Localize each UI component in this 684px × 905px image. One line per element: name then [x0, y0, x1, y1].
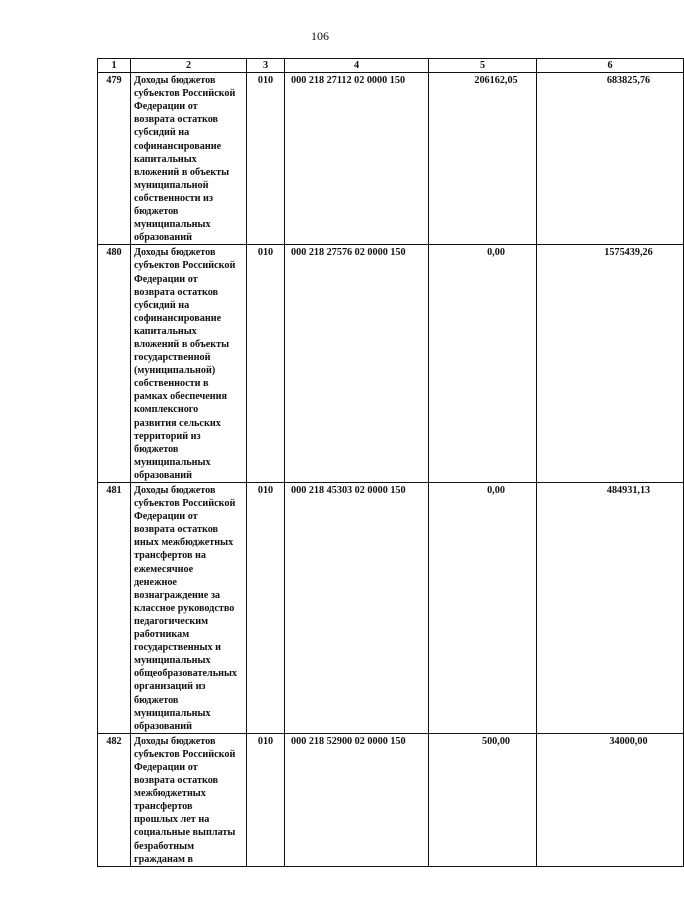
description-line: муниципальной: [134, 179, 209, 191]
amount-col6-cell: 34000,00: [537, 733, 684, 866]
amount-col5-cell: 500,00: [429, 733, 537, 866]
description-line: денежное: [134, 576, 177, 588]
description-line: образований: [134, 232, 193, 244]
description-line: бюджетов: [134, 206, 179, 218]
description-line: софинансирование: [134, 312, 222, 324]
table-header-row: [98, 59, 684, 73]
table-row: [98, 733, 684, 866]
description-line: возврата остатков: [134, 775, 219, 787]
description-line: (муниципальной): [134, 365, 216, 377]
description-line: муниципальных: [134, 456, 211, 468]
row-number-cell: 479: [98, 73, 131, 245]
description-line: территорий из: [134, 430, 201, 442]
description-line: образований: [134, 720, 193, 732]
description-line: организаций из: [134, 681, 206, 693]
description-line: образований: [134, 469, 193, 481]
description-line: Доходы бюджетов: [134, 485, 216, 496]
description-line: субъектов Российской: [134, 260, 236, 272]
description-cell: [131, 483, 247, 734]
description-line: работникам: [134, 629, 190, 641]
description-line: возврата остатков: [134, 114, 219, 126]
description-line: классное руководство: [134, 602, 235, 614]
description-cell: [131, 73, 247, 245]
description-line: гражданам в: [134, 853, 193, 865]
description-line: общеобразовательных: [134, 668, 238, 680]
description-line: государственной: [134, 352, 211, 364]
amount-col6-cell: 1575439,26: [537, 245, 684, 483]
description-line: иных межбюджетных: [134, 537, 234, 549]
description-line: развития сельских: [134, 417, 221, 429]
code-cell: 010: [247, 483, 285, 734]
description-line: трансфертов на: [134, 550, 206, 562]
kbk-code-cell: 000 218 27576 02 0000 150: [285, 245, 429, 483]
description-line: субсидий на: [134, 299, 190, 311]
amount-col5-cell: 0,00: [429, 245, 537, 483]
description-line: бюджетов: [134, 443, 179, 455]
row-number-cell: 480: [98, 245, 131, 483]
description-line: Федерации от: [134, 101, 198, 113]
description-line: комплексного: [134, 404, 199, 416]
row-number-cell: 481: [98, 483, 131, 734]
description-line: муниципальных: [134, 219, 211, 231]
description-line: рамках обеспечения: [134, 391, 228, 403]
description-line: бюджетов: [134, 694, 179, 706]
description-line: ежемесячное: [134, 563, 194, 575]
code-cell: 010: [247, 733, 285, 866]
description-line: государственных и: [134, 642, 221, 654]
description-line: безработным: [134, 840, 195, 852]
description-line: возврата остатков: [134, 286, 219, 298]
description-line: прошлых лет на: [134, 814, 210, 826]
amount-col5-cell: 0,00: [429, 483, 537, 734]
description-line: субъектов Российской: [134, 88, 236, 100]
kbk-code-cell: 000 218 45303 02 0000 150: [285, 483, 429, 734]
description-line: социальные выплаты: [134, 827, 236, 839]
description-line: возврата остатков: [134, 524, 219, 536]
description-line: Доходы бюджетов: [134, 75, 216, 87]
column-header-5: 5: [429, 59, 537, 73]
description-line: собственности из: [134, 192, 213, 204]
code-cell: 010: [247, 73, 285, 245]
description-line: капитальных: [134, 153, 197, 165]
kbk-code-cell: 000 218 27112 02 0000 150: [285, 73, 429, 245]
description-line: вложений в объекты: [134, 338, 230, 350]
description-line: трансфертов: [134, 801, 193, 813]
description-line: Федерации от: [134, 511, 198, 523]
description-cell: [131, 733, 247, 866]
description-line: капитальных: [134, 325, 197, 337]
amount-col6-cell: 484931,13: [537, 483, 684, 734]
column-header-1: 1: [98, 59, 131, 73]
description-line: Федерации от: [134, 273, 198, 285]
column-header-6: 6: [537, 59, 684, 73]
description-line: субсидий на: [134, 127, 190, 139]
table-row: [98, 245, 684, 483]
amount-col6-cell: 683825,76: [537, 73, 684, 245]
description-line: собственности в: [134, 378, 209, 390]
description-line: Доходы бюджетов: [134, 247, 216, 259]
description-line: муниципальных: [134, 655, 211, 667]
description-line: межбюджетных: [134, 788, 206, 800]
description-cell: [131, 245, 247, 483]
page-number: 106: [311, 29, 329, 43]
code-cell: 010: [247, 245, 285, 483]
table-row: [98, 73, 684, 245]
budget-table: [97, 58, 684, 867]
column-header-2: 2: [131, 59, 247, 73]
description-line: субъектов Российской: [134, 748, 236, 760]
description-line: Доходы бюджетов: [134, 735, 216, 747]
description-line: муниципальных: [134, 707, 211, 719]
description-line: вложений в объекты: [134, 166, 230, 178]
description-line: педагогическим: [134, 615, 209, 627]
column-header-3: 3: [247, 59, 285, 73]
amount-col5-cell: 206162,05: [429, 73, 537, 245]
row-number-cell: 482: [98, 733, 131, 866]
description-line: Федерации от: [134, 761, 198, 773]
column-header-4: 4: [285, 59, 429, 73]
table-row: [98, 483, 684, 734]
description-line: софинансирование: [134, 140, 222, 152]
description-line: субъектов Российской: [134, 498, 236, 510]
kbk-code-cell: 000 218 52900 02 0000 150: [285, 733, 429, 866]
description-line: вознаграждение за: [134, 589, 221, 601]
